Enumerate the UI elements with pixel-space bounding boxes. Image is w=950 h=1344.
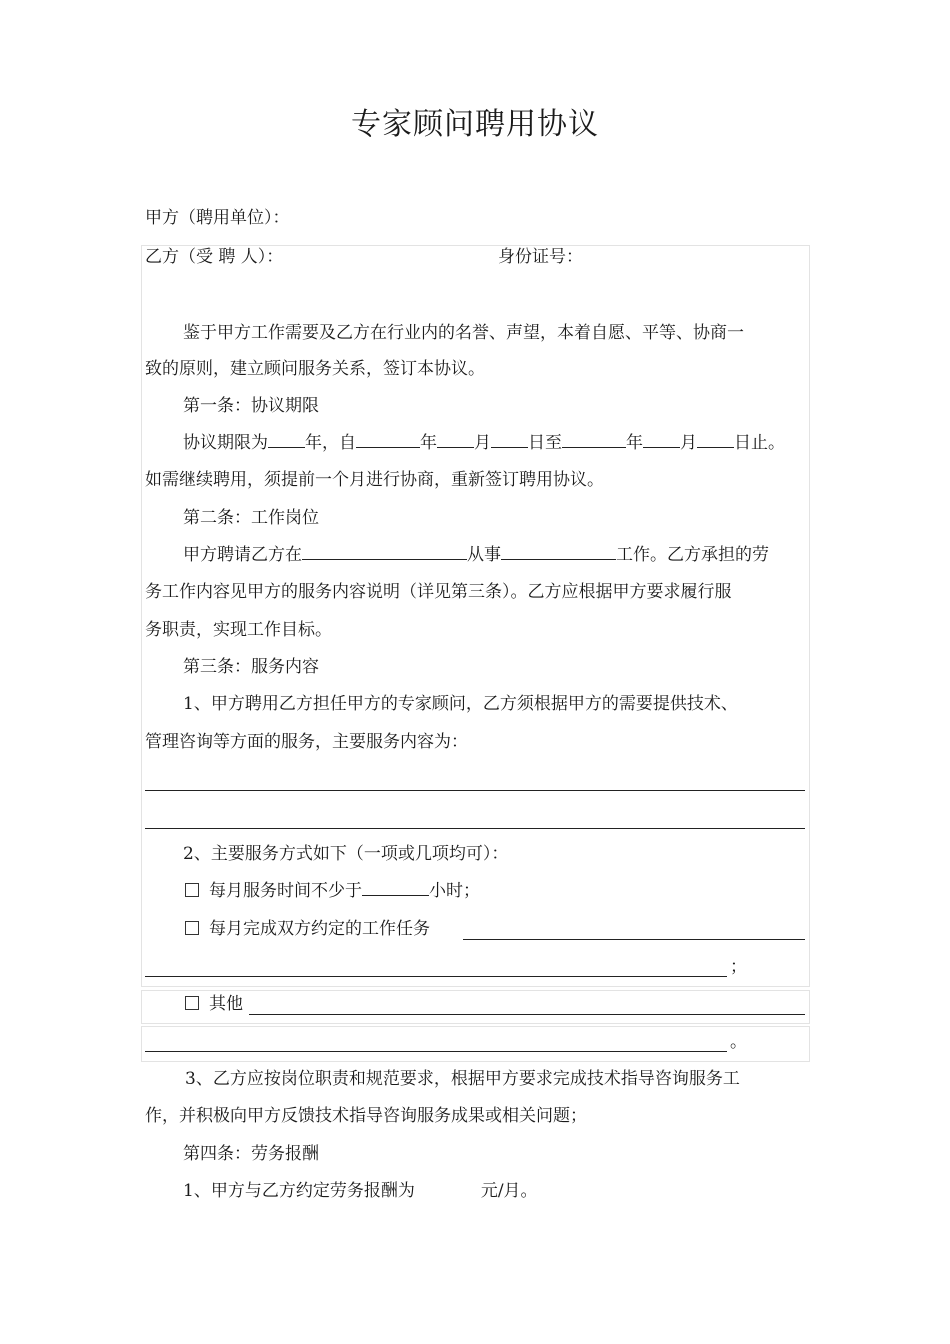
- term-text: 年: [420, 433, 437, 453]
- workplace-blank[interactable]: [302, 558, 467, 560]
- term-text: 日至: [528, 433, 562, 453]
- option-text: 其他: [209, 994, 243, 1014]
- preamble-line-1: 鉴于甲方工作需要及乙方在行业内的名誉、声望，本着自愿、平等、协商一: [183, 323, 744, 343]
- article-2-line-3: 务职责，实现工作目标。: [145, 620, 332, 640]
- article-4-title: 第四条：劳务报酬: [183, 1144, 319, 1164]
- article-3-item-1-line-2: 管理咨询等方面的服务，主要服务内容为：: [145, 732, 468, 752]
- article-4-item-1: [183, 1183, 538, 1200]
- article-3-title: 第三条：服务内容: [183, 657, 319, 677]
- party-b-label: 乙方（受 聘 人）：: [145, 247, 284, 267]
- term-text: 日止。: [734, 433, 785, 453]
- other-blank-1[interactable]: [249, 1014, 805, 1015]
- party-a-label: 甲方（聘用单位）：: [145, 208, 290, 228]
- preamble-line-2: 致的原则，建立顾问服务关系，签订本协议。: [145, 359, 485, 379]
- hours-blank[interactable]: [362, 894, 429, 896]
- term-text: 年: [626, 433, 643, 453]
- checkbox-monthly-hours[interactable]: [185, 883, 199, 897]
- position-text: 从事: [467, 545, 501, 565]
- service-content-blank-1[interactable]: [145, 790, 805, 791]
- option-monthly-tasks: [185, 921, 430, 938]
- article-3-item-1-line-1: 1、甲方聘用乙方担任甲方的专家顾问，乙方须根据甲方的需要提供技术、: [183, 694, 738, 714]
- term-text: 协议期限为: [183, 433, 268, 453]
- article-2-line-1: [183, 547, 769, 564]
- article-2-line-2: 务工作内容见甲方的服务内容说明（详见第三条）。乙方应根据甲方要求履行服: [145, 582, 732, 602]
- start-day-blank[interactable]: [491, 446, 528, 448]
- fee-text: 1、甲方与乙方约定劳务报酬为: [183, 1181, 415, 1201]
- other-blank-2[interactable]: [145, 1051, 727, 1052]
- option-monthly-hours: [185, 883, 480, 900]
- position-text: 甲方聘请乙方在: [183, 545, 302, 565]
- id-number-label: 身份证号：: [498, 247, 583, 267]
- fee-text: 元/月。: [480, 1181, 538, 1201]
- term-text: 年，自: [305, 433, 356, 453]
- term-text: 月: [474, 433, 491, 453]
- article-2-title: 第二条：工作岗位: [183, 508, 319, 528]
- tasks-blank-1[interactable]: [463, 939, 805, 940]
- option-text: 小时；: [429, 881, 480, 901]
- other-period: 。: [730, 1032, 747, 1052]
- end-month-blank[interactable]: [643, 446, 680, 448]
- checkbox-other[interactable]: [185, 996, 199, 1010]
- form-frame-other-cont: [141, 1026, 810, 1062]
- option-text: 每月完成双方约定的工作任务: [209, 919, 430, 939]
- start-month-blank[interactable]: [437, 446, 474, 448]
- position-text: 工作。乙方承担的劳: [616, 545, 769, 565]
- term-years-blank[interactable]: [268, 446, 305, 448]
- term-text: 月: [680, 433, 697, 453]
- end-day-blank[interactable]: [697, 446, 734, 448]
- article-1-term-line: [183, 435, 785, 452]
- option-other: [185, 996, 243, 1013]
- end-year-blank[interactable]: [562, 446, 626, 448]
- service-content-blank-2[interactable]: [145, 828, 805, 829]
- form-frame-main: [141, 245, 810, 987]
- checkbox-monthly-tasks[interactable]: [185, 921, 199, 935]
- article-1-renewal: 如需继续聘用，须提前一个月进行协商，重新签订聘用协议。: [145, 470, 604, 490]
- article-3-item-3-line-1: 3、乙方应按岗位职责和规范要求，根据甲方要求完成技术指导咨询服务工: [185, 1069, 740, 1089]
- tasks-blank-2[interactable]: [145, 976, 727, 977]
- article-3-item-2: 2、主要服务方式如下（一项或几项均可）：: [183, 844, 509, 864]
- document-title: 专家顾问聘用协议: [351, 107, 599, 142]
- work-type-blank[interactable]: [501, 558, 616, 560]
- option-text: 每月服务时间不少于: [209, 881, 362, 901]
- start-year-blank[interactable]: [356, 446, 420, 448]
- article-1-title: 第一条：协议期限: [183, 396, 319, 416]
- tasks-semicolon: ；: [730, 957, 747, 977]
- article-3-item-3-line-2: 作，并积极向甲方反馈技术指导咨询服务成果或相关问题；: [145, 1106, 587, 1126]
